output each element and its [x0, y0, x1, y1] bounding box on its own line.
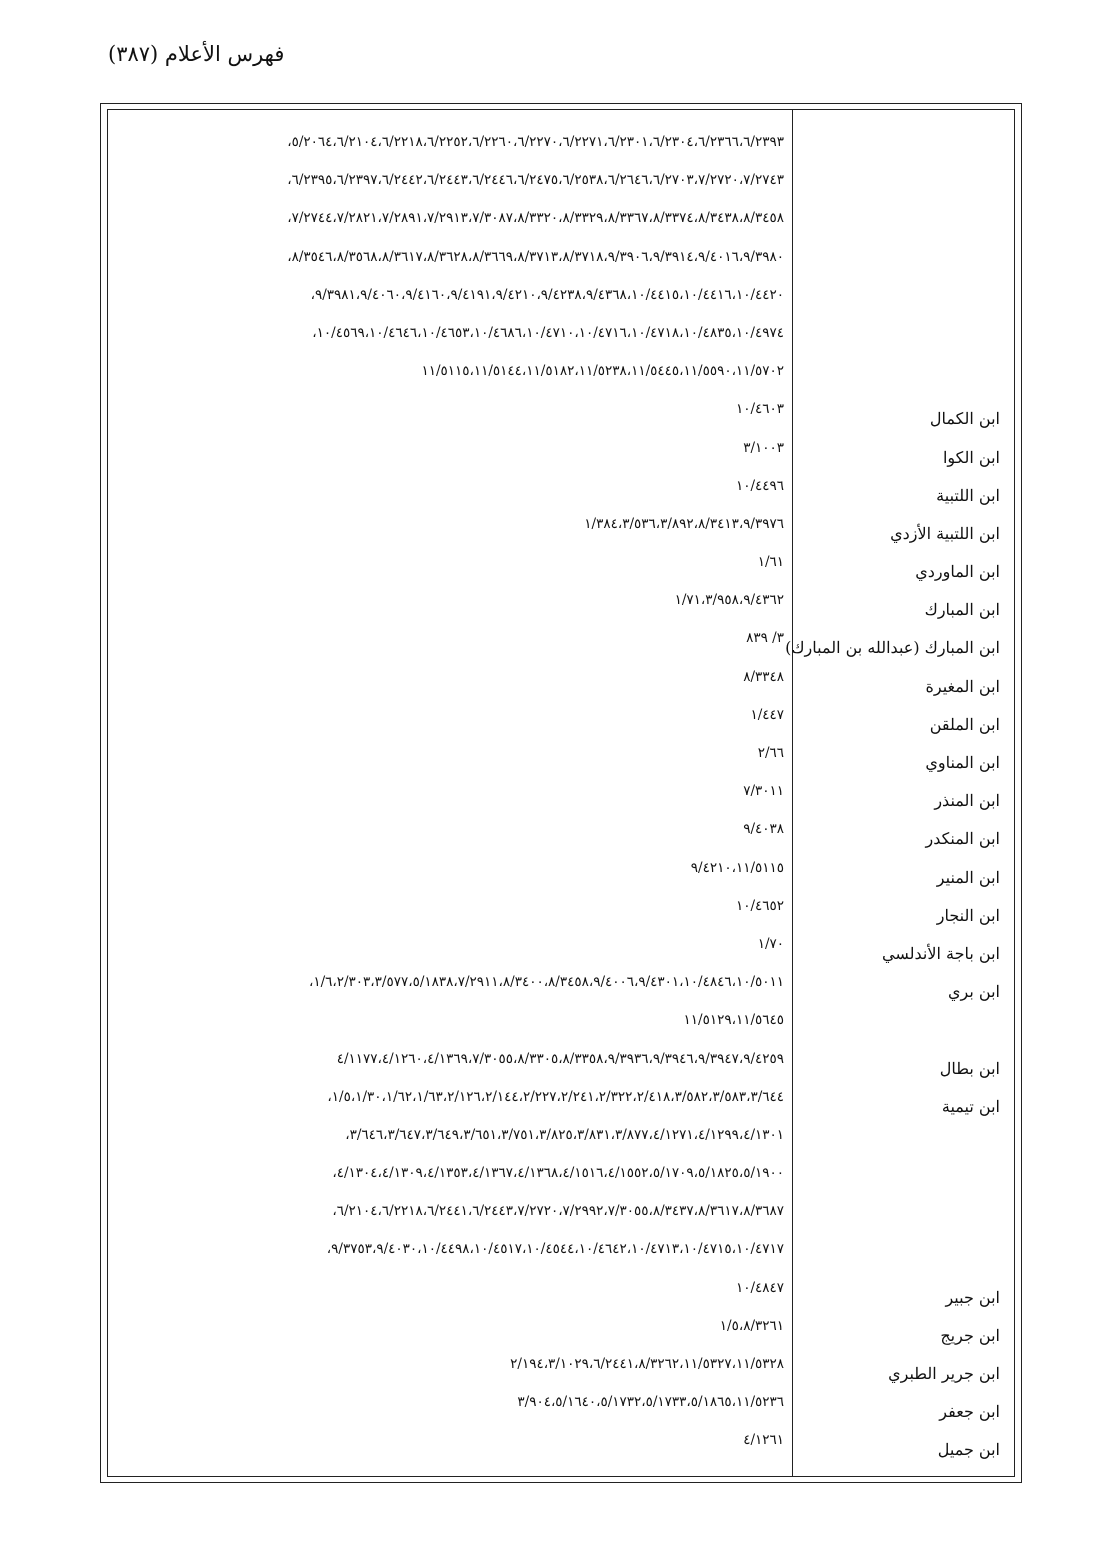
- entry-name: ابن المنذر: [934, 791, 1000, 811]
- entry-references: ٣/٩٠٤،٥/١٦٤٠،٥/١٧٣٢،٥/١٧٣٣،٥/١٨٦٥،١١/٥٢٣٦: [517, 1394, 784, 1411]
- entry-references: ٤/١١٧٧،٤/١٢٦٠،٤/١٣٦٩،٧/٣٠٥٥،٨/٣٣٠٥،٨/٣٣٥٨،٩/٣٩٣٦،٩/٣٩٤٦،٩/٣٩٤٧،٩/٤٢٥٩: [336, 1050, 784, 1067]
- entry-name: ابن جعفر: [939, 1402, 1000, 1422]
- index-entry-line: [108, 321, 1014, 359]
- entry-name: ابن المبارك: [924, 600, 1000, 620]
- entry-name: ابن الملقن: [929, 714, 1000, 734]
- entry-references: ٨/٣٣٤٨: [743, 668, 784, 685]
- entry-name: ابن المناوي: [925, 753, 1000, 772]
- index-entry-line: [108, 397, 1014, 435]
- entry-references: ١/٣٨٤،٣/٥٣٦،٣/٨٩٢،٨/٣٤١٣،٩/٣٩٧٦: [584, 515, 784, 532]
- index-entry-line: [108, 970, 1014, 1008]
- entry-references: ١٠/٤٤٩٦: [735, 477, 784, 494]
- entry-name: ابن المنير: [936, 867, 1000, 887]
- index-entry-line: [108, 1085, 1014, 1123]
- entry-name: ابن المبارك (عبدالله بن المبارك): [785, 638, 1000, 658]
- entry-name: ابن جرير الطبري: [888, 1364, 1000, 1383]
- entry-name: ابن الماوردي: [915, 562, 1000, 582]
- entry-references: ٦/٢١٠٤،٦/٢٢١٨،٦/٢٤٤١،٦/٢٤٤٣،٧/٢٧٢٠،٧/٢٩٩٢،٧/٣٠٥٥،٨/٣٤٣٧،٨/٣٦١٧،٨/٣٦٨٧،: [332, 1203, 784, 1220]
- entry-name: ابن اللتبية: [936, 485, 1000, 505]
- entry-name: ابن باجة الأندلسي: [882, 943, 1000, 963]
- entry-references: ٧/٣٠١١: [743, 783, 784, 800]
- entry-references: ٥/٢٠٦٤،٦/٢١٠٤،٦/٢٢١٨،٦/٢٢٥٢،٦/٢٢٦٠،٦/٢٢٧٠،٦/٢٢٧١،٦/٢٣٠١،٦/٢٣٠٤،٦/٢٣٦٦،٦/٢٣٩٣،: [287, 134, 784, 150]
- entry-references: ٤/١٢٦١: [743, 1432, 784, 1449]
- index-entry-line: [108, 1352, 1014, 1390]
- index-entry-line: [108, 856, 1014, 894]
- entry-name: ابن اللتبية الأزدي: [890, 523, 1000, 543]
- index-entry-line: [108, 1199, 1014, 1237]
- entry-name: ابن جريج: [940, 1325, 1000, 1345]
- entry-references: ١/٥،١/٣٠،١/٦٢،١/٦٣،٢/١٢٦،٢/١٤٤،٢/٢٢٧،٢/٢٤١،٢/٣٢٢،٢/٤١٨،٣/٥٨٢،٣/٥٨٣،٣/٦٤٤،: [327, 1088, 784, 1105]
- entry-name: ابن بطال: [939, 1058, 1000, 1078]
- entry-name: ابن جبير: [945, 1287, 1000, 1307]
- index-entry-line: [108, 474, 1014, 512]
- index-entry-line: [108, 665, 1014, 703]
- index-table: [107, 109, 1015, 1477]
- entry-name: ابن المغيرة: [925, 676, 1000, 696]
- index-entry-line: [108, 588, 1014, 626]
- entry-references: ٩/٣٧٥٣،٩/٤٠٣٠،١٠/٤٤٩٨،١٠/٤٥١٧،١٠/٤٥٤٤،١٠/٤٦٤٢،١٠/٤٧١٣،١٠/٤٧١٥،١٠/٤٧١٧،: [326, 1241, 784, 1258]
- index-rows: [108, 130, 1014, 1467]
- entry-references: ١١/٥١٢٩،١١/٥٦٤٥: [683, 1012, 784, 1029]
- entry-references: ١/٧١،٣/٩٥٨،٩/٤٣٦٢: [674, 592, 784, 609]
- index-frame: [100, 103, 1022, 1483]
- index-entry-line: [108, 741, 1014, 779]
- index-entry-line: [108, 1276, 1014, 1314]
- entry-references: ١/٦،٢/٣٠٣،٣/٥٧٧،٥/١٨٣٨،٧/٢٩١١،٨/٣٤٠٠،٨/٣٤٥٨،٩/٤٠٠٦،٩/٤٣٠١،١٠/٤٨٤٦،١٠/٥٠١١،: [308, 974, 784, 991]
- index-entry-line: [108, 1237, 1014, 1275]
- entry-references: ٤/١٣٠٤،٤/١٣٠٩،٤/١٣٥٣،٤/١٣٦٧،٤/١٣٦٨،٤/١٥١٦،٤/١٥٥٢،٥/١٧٠٩،٥/١٨٢٥،٥/١٩٠٠،: [332, 1165, 784, 1182]
- index-entry-line: [108, 512, 1014, 550]
- entry-name: ابن تيمية: [941, 1096, 1000, 1116]
- entry-name: ابن الكمال: [929, 409, 1000, 429]
- entry-references: ١٠/٤٦٠٣: [735, 401, 784, 418]
- index-entry-line: [108, 1390, 1014, 1428]
- index-entry-line: [108, 1008, 1014, 1046]
- entry-references: ٢/٦٦: [757, 745, 784, 761]
- index-entry-line: [108, 626, 1014, 664]
- entry-references: ٩/٤٠٣٨: [743, 821, 784, 838]
- index-entry-line: [108, 283, 1014, 321]
- entry-references: ١٠/٤٥٦٩،١٠/٤٦٤٦،١٠/٤٦٥٣،١٠/٤٦٨٦،١٠/٤٧١٠،١٠/٤٧١٦،١٠/٤٧١٨،١٠/٤٨٣٥،١٠/٤٩٧٤،: [312, 324, 784, 341]
- index-entry-line: [108, 703, 1014, 741]
- index-entry-line: [108, 1047, 1014, 1085]
- index-entry-line: [108, 817, 1014, 855]
- entry-references: ١/٧٠: [757, 935, 784, 952]
- entry-references: ١/٦١: [757, 554, 784, 571]
- index-entry-line: [108, 359, 1014, 397]
- index-entry-line: [108, 130, 1014, 168]
- page-header: فهرس الأعلام (٣٨٧): [108, 42, 285, 66]
- entry-name: ابن جميل: [937, 1440, 1000, 1460]
- entry-references: ١٠/٤٨٤٧: [735, 1279, 784, 1296]
- index-entry-line: [108, 550, 1014, 588]
- entry-references: ١١/٥١١٥،١١/٥١٤٤،١١/٥١٨٢،١١/٥٢٣٨،١١/٥٤٤٥،١١/٥٥٩٠،١١/٥٧٠٢: [421, 363, 784, 380]
- entry-references: ١/٤٤٧: [750, 706, 784, 723]
- entry-name: ابن النجار: [936, 905, 1000, 925]
- index-entry-line: [108, 245, 1014, 283]
- entry-references: ٨/٣٥٤٦،٨/٣٥٦٨،٨/٣٦١٧،٨/٣٦٢٨،٨/٣٦٦٩،٨/٣٧١٣،٨/٣٧١٨،٩/٣٩٠٦،٩/٣٩١٤،٩/٤٠١٦،٩/٣٩٨٠،: [287, 248, 784, 265]
- entry-references: ٣/٦٤٦،٣/٦٤٧،٣/٦٤٩،٣/٦٥١،٣/٧٥١،٣/٨٢٥،٣/٨٣١،٣/٨٧٧،٤/١٢٧١،٤/١٢٩٩،٤/١٣٠١،: [345, 1126, 784, 1143]
- index-entry-line: [108, 206, 1014, 244]
- index-entry-line: [108, 932, 1014, 970]
- entry-references: ١٠/٤٦٥٢: [735, 897, 784, 914]
- index-entry-line: [108, 1161, 1014, 1199]
- entry-references: ٩/٤٢١٠،١١/٥١١٥: [690, 859, 784, 876]
- index-entry-line: [108, 1428, 1014, 1466]
- index-entry-line: [108, 894, 1014, 932]
- entry-references: ٣/ ٨٣٩: [746, 630, 784, 647]
- entry-name: ابن المنكدر: [925, 829, 1000, 849]
- index-entry-line: [108, 1123, 1014, 1161]
- entry-name: ابن الكوا: [942, 447, 1000, 467]
- entry-references: ٧/٢٧٤٤،٧/٢٨٢١،٧/٢٨٩١،٧/٢٩١٣،٧/٣٠٨٧،٨/٣٣٢٠،٨/٣٣٢٩،٨/٣٣٦٧،٨/٣٣٧٤،٨/٣٤٣٨،٨/٣٤٥٨،: [287, 210, 784, 227]
- entry-references: ٣/١٠٠٣: [743, 439, 784, 456]
- entry-references: ٦/٢٣٩٥،٦/٢٣٩٧،٦/٢٤٤٢،٦/٢٤٤٣،٦/٢٤٤٦،٦/٢٤٧٥،٦/٢٥٣٨،٦/٢٦٤٦،٦/٢٧٠٣،٧/٢٧٢٠،٧/٢٧٤٣،: [287, 172, 784, 189]
- entry-references: ٢/١٩٤،٣/١٠٢٩،٦/٢٤٤١،٨/٣٢٦٢،١١/٥٣٢٧،١١/٥٣٢٨: [510, 1356, 784, 1372]
- index-entry-line: [108, 1314, 1014, 1352]
- entry-references: ٩/٣٩٨١،٩/٤٠٦٠،٩/٤١٦٠،٩/٤١٩١،٩/٤٢١٠،٩/٤٢٣٨،٩/٤٣٦٨،١٠/٤٤١٥،١٠/٤٤١٦،١٠/٤٤٢٠،: [310, 286, 784, 303]
- index-entry-line: [108, 436, 1014, 474]
- entry-name: ابن بري: [948, 982, 1000, 1002]
- index-entry-line: [108, 779, 1014, 817]
- entry-references: ١/٥،٨/٣٢٦١: [719, 1317, 784, 1334]
- index-entry-line: [108, 168, 1014, 206]
